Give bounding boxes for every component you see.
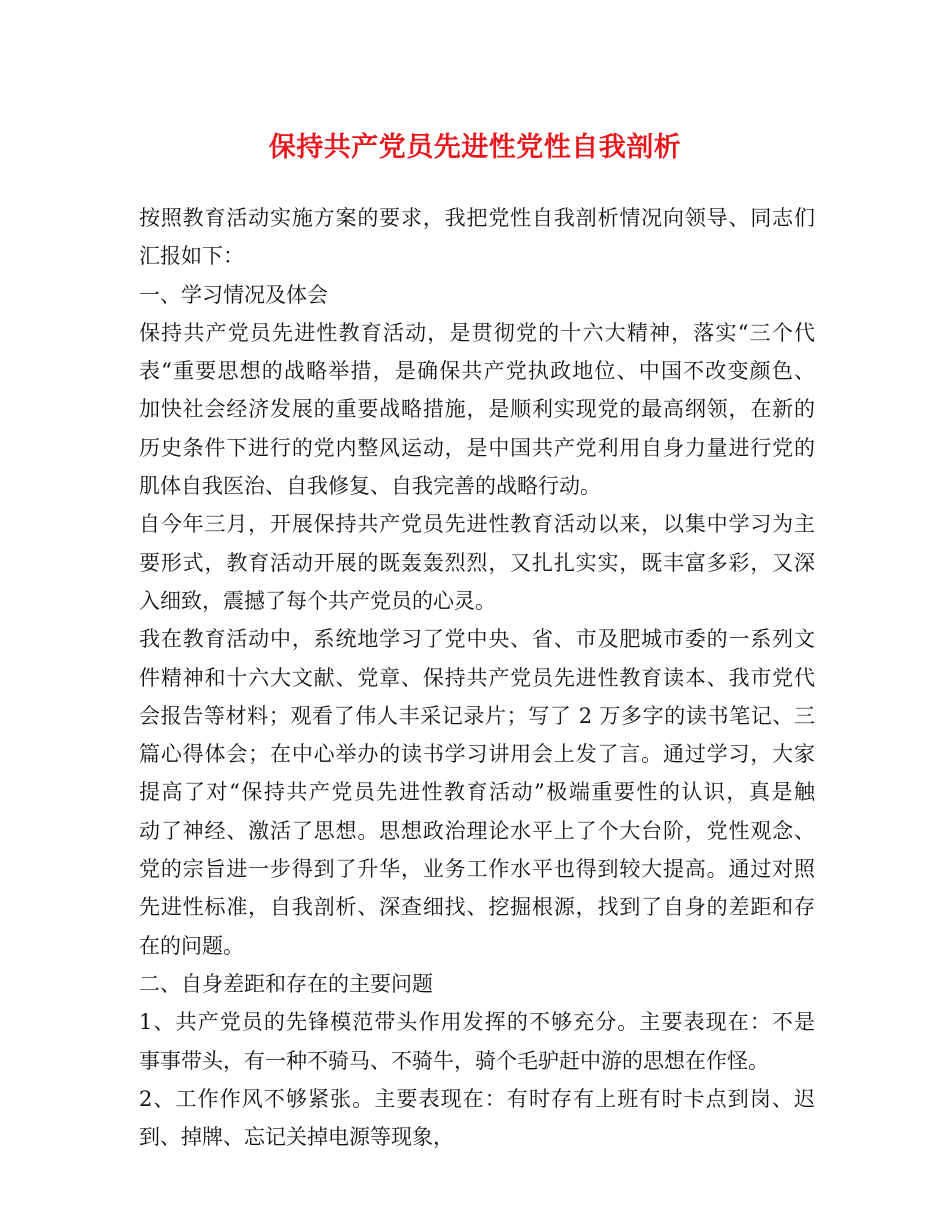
- text-line: 件精神和十六大文献、党章、保持共产党员先进性教育读本、我市党代: [139, 665, 815, 690]
- text-line: 入细致，震撼了每个共产党员的心灵。: [139, 588, 496, 613]
- text-line: 党的宗旨进一步得到了升华，业务工作水平也得到较大提高。通过对照: [139, 857, 815, 882]
- text-line: 到、掉牌、忘记关掉电源等现象，: [139, 1125, 454, 1150]
- document-body: [139, 199, 815, 1156]
- text-line: 保持共产党员先进性教育活动，是贯彻党的十六大精神，落实“三个代: [139, 320, 815, 345]
- text-line: 先进性标准，自我剖析、深查细找、挖掘根源，找到了自身的差距和存: [139, 895, 815, 920]
- text-line: 提高了对“保持共产党员先进性教育活动”极端重要性的认识，真是触: [139, 780, 815, 805]
- text-line: 历史条件下进行的党内整风运动，是中国共产党利用自身力量进行党的: [139, 435, 815, 460]
- text-line: 自今年三月，开展保持共产党员先进性教育活动以来，以集中学习为主: [139, 512, 815, 537]
- text-line: 要形式，教育活动开展的既轰轰烈烈，又扎扎实实，既丰富多彩，又深: [139, 550, 815, 575]
- document-title: 保持共产党员先进性党性自我剖析: [268, 132, 682, 163]
- text-line: 汇报如下：: [139, 244, 244, 269]
- text-line: 会报告等材料；观看了伟人丰采记录片；写了 2 万多字的读书笔记、三: [139, 703, 815, 728]
- text-line: 事事带头，有一种不骑马、不骑牛，骑个毛驴赶中游的思想在作怪。: [139, 1048, 769, 1073]
- text-line: 我在教育活动中，系统地学习了党中央、省、市及肥城市委的一系列文: [139, 627, 815, 652]
- text-line: 表“重要思想的战略举措，是确保共产党执政地位、中国不改变颜色、: [139, 359, 815, 384]
- text-line: 动了神经、激活了思想。思想政治理论水平上了个大台阶，党性观念、: [139, 818, 815, 843]
- text-line: 二、自身差距和存在的主要问题: [139, 971, 433, 996]
- text-line: 按照教育活动实施方案的要求，我把党性自我剖析情况向领导、同志们: [139, 206, 815, 230]
- text-line: 1、共产党员的先锋模范带头作用发挥的不够充分。主要表现在：不是: [139, 1010, 815, 1035]
- text-line: 一、学习情况及体会: [139, 282, 328, 307]
- text-line: 2、工作作风不够紧张。主要表现在：有时存有上班有时卡点到岗、迟: [139, 1086, 815, 1111]
- text-line: 加快社会经济发展的重要战略措施，是顺利实现党的最高纲领，在新的: [139, 397, 815, 422]
- text-line: 篇心得体会；在中心举办的读书学习讲用会上发了言。通过学习，大家: [139, 742, 815, 767]
- text-line: 肌体自我医治、自我修复、自我完善的战略行动。: [139, 474, 601, 499]
- text-line: 在的问题。: [139, 933, 244, 958]
